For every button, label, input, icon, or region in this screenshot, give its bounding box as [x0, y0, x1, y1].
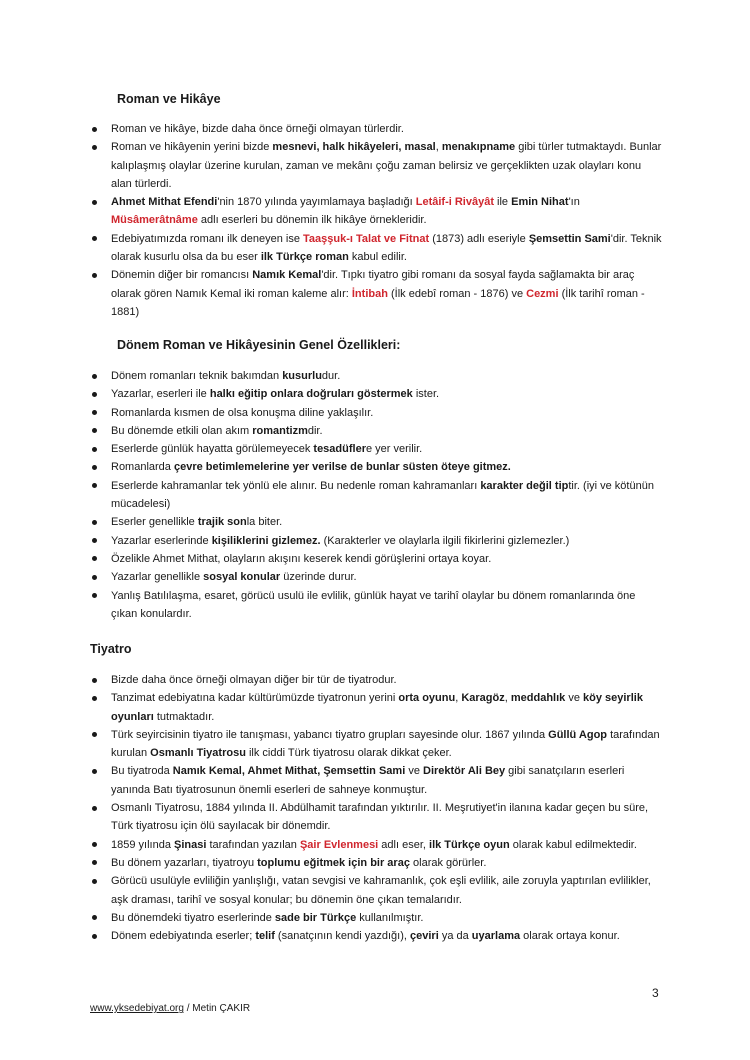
list-item: [92, 532, 662, 550]
text-run: Osmanlı Tiyatrosu, 1884 yılında II. Abdülhamit tarafından yıktırılır. II. Meşrutiyet'in ilanına kadar geçen bu süre, Türk tiyatrosu için ölü sayılacak bir dönemdir.: [111, 802, 649, 833]
text-run: ya da: [438, 930, 472, 943]
list-item: [92, 385, 662, 403]
highlighted-title: Cezmi: [526, 287, 559, 300]
text-run: dur.: [321, 370, 341, 382]
bold-text: trajik son: [197, 516, 247, 529]
bold-text: orta oyunu: [398, 692, 456, 705]
bold-text: tesadüfler: [313, 443, 366, 456]
list-item: [92, 138, 662, 193]
text-run: Dönem romanları teknik bakımdan: [111, 370, 283, 382]
text-run: ve: [405, 765, 423, 778]
text-run: ilk ciddi Türk tiyatrosu olarak dikkat çeker.: [245, 747, 452, 760]
bold-text: köy seyirlik oyunları: [111, 692, 643, 723]
list-item: [92, 726, 662, 763]
list-item: [92, 689, 662, 726]
list-item: [92, 367, 662, 385]
text-run: Roman ve hikâye, bizde daha önce örneği olmayan türlerdir.: [111, 123, 404, 135]
text-run: gibi sanatçıların eserleri yanında Batı tiyatrosunun önemli eserleri de sahneye konmuştur.: [111, 765, 625, 796]
text-run: Roman ve hikâyenin yerini bizde: [111, 141, 273, 154]
bold-text: Karagöz: [461, 692, 505, 705]
text-run: ,: [455, 692, 462, 705]
text-run: Yazarlar, eserleri ile: [111, 388, 210, 401]
bold-text: mesnevi, halk hikâyeleri, masal: [272, 141, 436, 154]
footer-author: / Metin ÇAKIR: [183, 1003, 251, 1014]
bold-text: menakıpname: [441, 141, 516, 154]
bold-text: sosyal konular: [203, 571, 281, 584]
list-item: [92, 513, 662, 531]
section-title-genel-ozellikler: Dönem Roman ve Hikâyesinin Genel Özellikleri:: [117, 338, 401, 352]
text-run: adlı eser,: [378, 838, 430, 851]
text-run: dir.: [307, 424, 323, 437]
bold-text: ilk Türkçe roman: [260, 251, 349, 264]
text-run: 'dir. Teknik olarak kusurlu olsa da bu eser: [111, 232, 662, 264]
text-run: Türk seyircisinin tiyatro ile tanışması, yabancı tiyatro grupları sayesinde olur. 1867 yılında: [111, 728, 549, 741]
bold-text: Güllü Agop: [548, 728, 608, 741]
bold-text: uyarlama: [471, 930, 521, 943]
text-run: (sanatçının kendi yazdığı),: [274, 930, 411, 943]
text-run: (Karakterler ve olaylarla ilgili fikirlerini gizlemezler.): [320, 534, 570, 547]
highlighted-title: Letâif-i Rivâyât: [415, 196, 494, 209]
text-run: 'nin 1870 yılında yayımlamaya başladığı: [217, 196, 416, 209]
list-item: [92, 836, 662, 854]
text-run: Romanlarda: [111, 461, 174, 474]
list-item: [92, 872, 662, 909]
text-run: Yazarlar eserlerinde: [111, 534, 212, 547]
list-item: [92, 193, 662, 230]
text-run: (1873) adlı eseriyle: [429, 232, 529, 245]
bold-text: kusurlu: [282, 370, 322, 382]
list-item: [92, 762, 662, 799]
text-run: tutmaktadır.: [153, 710, 215, 723]
text-run: ile: [493, 196, 512, 209]
bold-text: sade bir Türkçe: [274, 911, 357, 924]
text-run: Bu dönem yazarları, tiyatroyu: [111, 856, 258, 869]
list-item: [92, 909, 662, 927]
text-run: 1859 yılında: [111, 838, 174, 851]
bold-text: çevre betimlemelerine yer verilse de bunlar süsten öteye gitmez.: [173, 461, 511, 474]
text-run: Dönem edebiyatında eserler;: [111, 930, 256, 943]
text-run: Yanlış Batılılaşma, esaret, görücü usulü ile evlilik, günlük hayat ve tarihî olaylar bu dönem romanlarında öne çıkan konulardır.: [111, 589, 636, 620]
text-run: Görücü usulüyle evliliğin yanlışlığı, vatan sevgisi ve kahramanlık, çok eşli evlilik, aile zoruyla yaptırılan evlilikler, aşk draması, tarihî ve sosyal konular; bu dönemin öne çıkan temalarıdır.: [111, 875, 651, 906]
text-run: la biter.: [246, 516, 283, 529]
bold-text: telif: [255, 930, 275, 943]
text-run: kabul edilir.: [348, 251, 407, 264]
list-item: [92, 266, 662, 321]
bold-text: romantizm: [252, 424, 308, 437]
bold-text: Ahmet Mithat Efendi: [111, 196, 218, 209]
text-run: Edebiyatımızda romanı ilk deneyen ise: [111, 232, 303, 245]
text-run: Bu dönemde etkili olan akım: [111, 424, 253, 437]
roman-hikaye-list: [92, 120, 662, 321]
text-run: Romanlarda kısmen de olsa konuşma diline yaklaşılır.: [111, 406, 374, 419]
page-number: 3: [652, 986, 659, 1000]
list-item: [92, 927, 662, 945]
text-run: Yazarlar genellikle: [111, 571, 204, 584]
bold-text: halkı eğitip onlara doğruları göstermek: [209, 388, 413, 401]
bold-text: Şemsettin Sami: [528, 232, 611, 245]
list-item: [92, 404, 662, 422]
text-run: üzerinde durur.: [280, 571, 357, 584]
text-run: ,: [504, 692, 511, 705]
section-title-tiyatro: Tiyatro: [90, 642, 132, 656]
genel-ozellikler-list: [92, 367, 662, 623]
bold-text: toplumu eğitmek için bir araç: [257, 856, 410, 869]
section-title-roman-ve-hikaye: Roman ve Hikâye: [117, 92, 221, 106]
text-run: Eserlerde günlük hayatta görülemeyecek: [111, 443, 314, 456]
list-item: [92, 587, 662, 624]
bold-text: meddahlık: [510, 692, 566, 705]
text-run: olarak ortaya konur.: [520, 930, 620, 943]
text-run: Eserlerde kahramanlar tek yönlü ele alınır. Bu nedenle roman kahramanları: [111, 479, 481, 492]
text-run: (İlk tarihî roman - 1881): [111, 287, 645, 318]
text-run: gibi türler tutmaktaydı. Bunlar kalıplaşmış olaylar üzerine kurulan, zaman ve mekânı çoğu zaman belirsiz ve gerçeklikten uzak olayları konu alan türlerdi.: [111, 141, 662, 190]
bold-text: karakter değil tip: [480, 479, 569, 492]
text-run: 'dir. Tıpkı tiyatro gibi romanı da sosyal fayda sağlamakta bir araç olarak gören Namık Kemal iki roman kaleme alır:: [111, 269, 635, 300]
text-run: (İlk edebî roman - 1876) ve: [387, 287, 527, 300]
text-run: tarafından yazılan: [206, 838, 300, 851]
list-item: [92, 458, 662, 476]
list-item: [92, 799, 662, 836]
text-run: tarafından kurulan: [111, 728, 660, 760]
bold-text: kişiliklerini gizlemez.: [211, 534, 321, 547]
list-item: [92, 230, 662, 267]
footer: [90, 1003, 250, 1014]
bold-text: Emin Nihat: [511, 196, 569, 209]
list-item: [92, 422, 662, 440]
text-run: adlı eserleri bu dönemin ilk hikâye örnekleridir.: [197, 214, 427, 227]
bold-text: çeviri: [410, 930, 439, 943]
text-run: Tanzimat edebiyatına kadar kültürümüzde tiyatronun yerini: [111, 692, 399, 705]
text-run: Bizde daha önce örneği olmayan diğer bir tür de tiyatrodur.: [111, 674, 397, 686]
highlighted-title: Taaşşuk-ı Talat ve Fitnat: [303, 232, 430, 245]
bold-text: Şinasi: [174, 838, 207, 851]
text-run: Bu tiyatroda: [111, 765, 173, 778]
list-item: [92, 550, 662, 568]
text-run: kullanılmıştır.: [356, 911, 424, 924]
bold-text: ilk Türkçe oyun: [429, 838, 510, 851]
text-run: Dönemin diğer bir romancısı: [111, 269, 253, 282]
bold-text: Namık Kemal, Ahmet Mithat, Şemsettin Sami: [172, 765, 406, 778]
text-run: olarak görürler.: [409, 856, 487, 869]
text-run: ve: [565, 692, 584, 705]
highlighted-title: Müsâmerâtnâme: [111, 214, 198, 227]
text-run: ister.: [412, 388, 440, 401]
text-run: ,: [435, 141, 442, 154]
bold-text: Direktör Ali Bey: [423, 765, 506, 778]
list-item: [92, 671, 662, 689]
text-run: olarak kabul edilmektedir.: [509, 838, 637, 851]
bold-text: Osmanlı Tiyatrosu: [150, 747, 246, 760]
list-item: [92, 477, 662, 514]
tiyatro-list: [92, 671, 662, 945]
highlighted-title: Şair Evlenmesi: [299, 838, 379, 851]
bold-text: Namık Kemal: [252, 269, 322, 282]
text-run: tir. (iyi ve kötünün mücadelesi): [111, 479, 654, 511]
text-run: Özelikle Ahmet Mithat, olayların akışını keserek kendi görüşlerini ortaya koyar.: [111, 552, 492, 565]
text-run: e yer verilir.: [365, 443, 423, 456]
list-item: [92, 440, 662, 458]
highlighted-title: İntibah: [351, 287, 388, 300]
text-run: Bu dönemdeki tiyatro eserlerinde: [111, 911, 275, 924]
text-run: Eserler genellikle: [111, 516, 198, 529]
list-item: [92, 120, 662, 138]
list-item: [92, 854, 662, 872]
website-link[interactable]: www.yksedebiyat.org: [90, 1003, 184, 1014]
text-run: 'ın: [568, 196, 580, 209]
list-item: [92, 568, 662, 586]
